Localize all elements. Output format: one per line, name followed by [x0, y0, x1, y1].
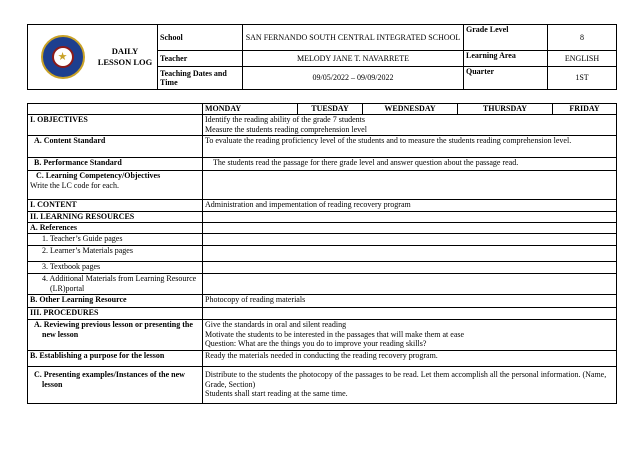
grade-level-value: 8: [548, 25, 617, 51]
additional-materials-value: [203, 274, 617, 295]
dates-value: 09/05/2022 – 09/09/2022: [243, 67, 464, 90]
quarter-value: 1ST: [548, 67, 617, 90]
procedures-heading: III. PROCEDURES: [28, 308, 203, 320]
reviewing-line: Question: What are the things you do to improve your reading skills?: [205, 339, 427, 348]
performance-standard-label: B. Performance Standard: [28, 158, 203, 171]
school-value: SAN FERNANDO SOUTH CENTRAL INTEGRATED SCHOOL: [243, 25, 464, 51]
school-seal-icon: ★: [41, 35, 85, 79]
presenting-examples-label: C. Presenting examples/Instances of the new lesson: [28, 367, 203, 404]
log-title: DAILY LESSON LOG: [97, 46, 153, 67]
dates-label: Teaching Dates and Time: [158, 67, 243, 90]
teacher-value: MELODY JANE T. NAVARRETE: [243, 51, 464, 67]
reviewing-line: Give the standards in oral and silent reading: [205, 320, 347, 329]
quarter-label: Quarter: [464, 67, 548, 90]
textbook-label: 3. Textbook pages: [28, 262, 203, 274]
resources-heading: II. LEARNING RESOURCES: [28, 212, 203, 223]
competency-label: C. Learning Competency/Objectives: [36, 171, 161, 180]
presenting-line: Distribute to the students the photocopy of the passages to be read. Let them accomplish all the personal information. (Name, Grade, Section): [205, 370, 607, 389]
day-monday: MONDAY: [203, 104, 298, 115]
objectives-line: Identify the reading ability of the grade 7 students: [205, 115, 365, 124]
other-resource-value: Photocopy of reading materials: [203, 295, 617, 308]
presenting-line: Students shall start reading at the same time.: [205, 389, 348, 398]
days-corner: [28, 104, 203, 115]
competency-cell: [28, 171, 203, 200]
references-label: A. References: [28, 223, 203, 234]
day-wednesday: WEDNESDAY: [363, 104, 458, 115]
references-value: [203, 223, 617, 234]
learning-area-value: ENGLISH: [548, 51, 617, 67]
day-friday: FRIDAY: [553, 104, 617, 115]
additional-materials-label: 4. Additional Materials from Learning Resource (LR)portal: [28, 274, 203, 295]
learning-area-label: Learning Area: [464, 51, 548, 67]
reviewing-lesson-label: A. Reviewing previous lesson or presenting the new lesson: [28, 320, 203, 351]
content-value: Administration and impementation of reading recovery program: [203, 200, 617, 212]
teachers-guide-label: 1. Teacher’s Guide pages: [28, 234, 203, 246]
objectives-value: [203, 115, 617, 136]
school-label: School: [158, 25, 243, 51]
reviewing-line: Motivate the students to be interested in the passages that will make them at ease: [205, 329, 465, 339]
lesson-table: [27, 103, 617, 404]
teachers-guide-value: [203, 234, 617, 246]
textbook-value: [203, 262, 617, 274]
other-resource-label: B. Other Learning Resource: [28, 295, 203, 308]
teacher-label: Teacher: [158, 51, 243, 67]
learners-materials-label: 2. Learner’s Materials pages: [28, 246, 203, 262]
reviewing-lesson-value: [203, 320, 617, 351]
learners-materials-value: [203, 246, 617, 262]
content-standard-label: A. Content Standard: [28, 136, 203, 158]
objectives-heading: I. OBJECTIVES: [28, 115, 203, 136]
objectives-line: Measure the students reading comprehension level: [205, 124, 367, 134]
purpose-label: B. Establishing a purpose for the lesson: [28, 351, 203, 367]
day-thursday: THURSDAY: [458, 104, 553, 115]
grade-level-label: Grade Level: [464, 25, 548, 51]
procedures-value: [203, 308, 617, 320]
purpose-value: Ready the materials needed in conducting the reading recovery program.: [203, 351, 617, 367]
content-heading: I. CONTENT: [28, 200, 203, 212]
day-tuesday: TUESDAY: [298, 104, 363, 115]
logo-title-cell: [28, 25, 158, 90]
content-standard-value: To evaluate the reading proficiency level of the students and to measure the students reading comprehension level.: [203, 136, 617, 158]
presenting-examples-value: [203, 367, 617, 404]
competency-value: [203, 171, 617, 200]
competency-sub: Write the LC code for each.: [30, 180, 119, 190]
performance-standard-value: The students read the passage for there grade level and answer question about the passage read.: [203, 158, 617, 171]
resources-value: [203, 212, 617, 223]
header-table: [27, 24, 617, 90]
